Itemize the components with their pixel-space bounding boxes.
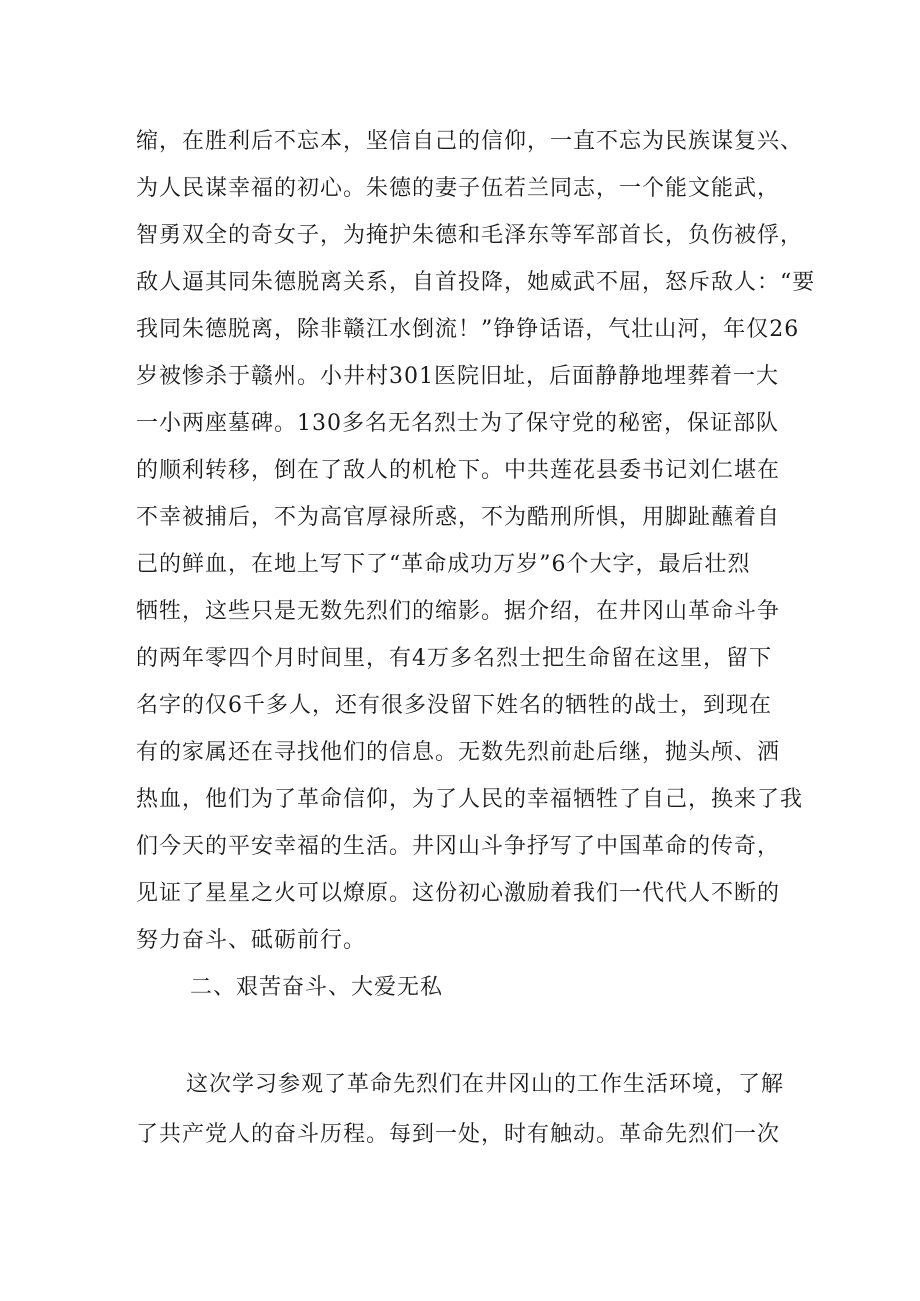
section-heading: 二、艰苦奋斗、大爱无私 — [190, 975, 444, 1000]
paragraph-line: 见证了星星之火可以燎原。这份初心激励着我们一代代人不断的 — [136, 881, 781, 906]
paragraph-line: 己的鲜血，在地上写下了“革命成功万岁”6个大字，最后壮烈 — [136, 552, 751, 577]
paragraph-line: 岁被惨杀于赣州。小井村301医院旧址，后面静静地埋葬着一大 — [136, 364, 779, 389]
paragraph-line: 了共产党人的奋斗历程。每到一处，时有触动。革命先烈们一次 — [136, 1122, 781, 1147]
paragraph-line: 的两年零四个月时间里，有4万多名烈士把生命留在这里，留下 — [136, 646, 772, 671]
paragraph-line: 有的家属还在寻找他们的信息。无数先烈前赴后继，抛头颅、洒 — [136, 740, 781, 765]
paragraph-line: 牺牲，这些只是无数先烈们的缩影。据介绍，在井冈山革命斗争 — [136, 599, 781, 624]
paragraph-line: 这次学习参观了革命先烈们在井冈山的工作生活环境，了解 — [186, 1072, 785, 1097]
paragraph-line: 缩，在胜利后不忘本，坚信自己的信仰，一直不忘为民族谋复兴、 — [136, 129, 804, 154]
paragraph-line: 们今天的平安幸福的生活。井冈山斗争抒写了中国革命的传奇， — [136, 834, 781, 859]
paragraph-line: 努力奋斗、砥砺前行。 — [136, 928, 367, 953]
paragraph-line: 热血，他们为了革命信仰，为了人民的幸福牺牲了自己，换来了我 — [136, 787, 804, 812]
paragraph-line: 为人民谋幸福的初心。朱德的妻子伍若兰同志，一个能文能武， — [136, 176, 781, 201]
paragraph-line: 敌人逼其同朱德脱离关系，自首投降，她威武不屈，怒斥敌人：“要 — [136, 270, 816, 295]
paragraph-line: 我同朱德脱离，除非赣江水倒流！”铮铮话语，气壮山河，年仅26 — [136, 317, 800, 342]
paragraph-line: 的顺利转移，倒在了敌人的机枪下。中共莲花县委书记刘仁堪在 — [136, 458, 781, 483]
paragraph-line: 一小两座墓碑。130多名无名烈士为了保守党的秘密，保证部队 — [136, 411, 779, 436]
paragraph-line: 智勇双全的奇女子，为掩护朱德和毛泽东等军部首长，负伤被俘， — [136, 223, 804, 248]
paragraph-line: 不幸被捕后，不为高官厚禄所惑，不为酷刑所惧，用脚趾蘸着自 — [136, 505, 781, 530]
paragraph-line: 名字的仅6千多人，还有很多没留下姓名的牺牲的战士，到现在 — [136, 693, 772, 718]
